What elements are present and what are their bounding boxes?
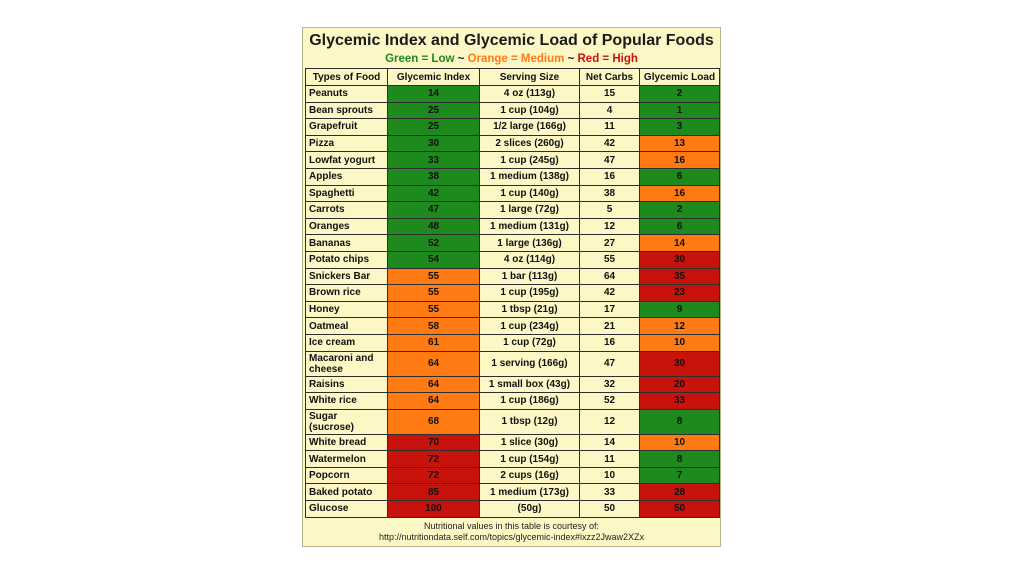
- serving-size-cell: (50g): [480, 501, 580, 518]
- table-row: [306, 102, 720, 119]
- serving-size-cell: 1 cup (186g): [480, 393, 580, 410]
- glycemic-index-cell: 72: [388, 467, 480, 484]
- net-carbs-cell: 27: [580, 235, 640, 252]
- glycemic-index-cell: 61: [388, 334, 480, 351]
- column-header-carbs: Net Carbs: [580, 69, 640, 86]
- food-name-cell: Raisins: [306, 376, 388, 393]
- net-carbs-cell: 17: [580, 301, 640, 318]
- table-row: [306, 318, 720, 335]
- food-name-cell: Carrots: [306, 202, 388, 219]
- glycemic-load-cell: 35: [640, 268, 720, 285]
- glycemic-load-cell: 50: [640, 501, 720, 518]
- serving-size-cell: 1 tbsp (21g): [480, 301, 580, 318]
- serving-size-cell: 1 bar (113g): [480, 268, 580, 285]
- food-name-cell: Spaghetti: [306, 185, 388, 202]
- food-name-cell: Snickers Bar: [306, 268, 388, 285]
- glycemic-load-cell: 3: [640, 119, 720, 136]
- glycemic-index-cell: 30: [388, 135, 480, 152]
- glycemic-load-cell: 30: [640, 351, 720, 376]
- food-name-cell: Baked potato: [306, 484, 388, 501]
- net-carbs-cell: 12: [580, 409, 640, 434]
- food-name-cell: Oatmeal: [306, 318, 388, 335]
- glycemic-load-cell: 16: [640, 152, 720, 169]
- net-carbs-cell: 11: [580, 451, 640, 468]
- glycemic-index-cell: 25: [388, 102, 480, 119]
- table-row: [306, 301, 720, 318]
- net-carbs-cell: 12: [580, 218, 640, 235]
- food-name-cell: Watermelon: [306, 451, 388, 468]
- glycemic-load-cell: 10: [640, 334, 720, 351]
- legend-high: Red = High: [577, 53, 638, 65]
- legend-separator: ~: [567, 53, 575, 65]
- table-row: [306, 135, 720, 152]
- net-carbs-cell: 33: [580, 484, 640, 501]
- serving-size-cell: 1/2 large (166g): [480, 119, 580, 136]
- net-carbs-cell: 42: [580, 135, 640, 152]
- serving-size-cell: 1 cup (104g): [480, 102, 580, 119]
- food-name-cell: Grapefruit: [306, 119, 388, 136]
- table-row: [306, 86, 720, 103]
- net-carbs-cell: 55: [580, 251, 640, 268]
- glycemic-load-cell: 23: [640, 285, 720, 302]
- table-row: [306, 376, 720, 393]
- food-name-cell: Macaroni and cheese: [306, 351, 388, 376]
- serving-size-cell: 1 cup (245g): [480, 152, 580, 169]
- serving-size-cell: 1 tbsp (12g): [480, 409, 580, 434]
- net-carbs-cell: 21: [580, 318, 640, 335]
- serving-size-cell: 2 cups (16g): [480, 467, 580, 484]
- food-name-cell: Bananas: [306, 235, 388, 252]
- food-name-cell: White rice: [306, 393, 388, 410]
- table-header-row: [306, 69, 720, 86]
- food-name-cell: Apples: [306, 168, 388, 185]
- table-row: [306, 185, 720, 202]
- glycemic-index-cell: 70: [388, 434, 480, 451]
- serving-size-cell: 1 cup (195g): [480, 285, 580, 302]
- glycemic-load-cell: 28: [640, 484, 720, 501]
- glycemic-index-cell: 72: [388, 451, 480, 468]
- glycemic-load-cell: 7: [640, 467, 720, 484]
- serving-size-cell: 1 small box (43g): [480, 376, 580, 393]
- net-carbs-cell: 16: [580, 168, 640, 185]
- serving-size-cell: 4 oz (114g): [480, 251, 580, 268]
- food-name-cell: Peanuts: [306, 86, 388, 103]
- glycemic-load-cell: 12: [640, 318, 720, 335]
- food-name-cell: Glucose: [306, 501, 388, 518]
- table-row: [306, 393, 720, 410]
- net-carbs-cell: 4: [580, 102, 640, 119]
- net-carbs-cell: 11: [580, 119, 640, 136]
- glycemic-load-cell: 6: [640, 218, 720, 235]
- glycemic-index-cell: 85: [388, 484, 480, 501]
- serving-size-cell: 1 cup (140g): [480, 185, 580, 202]
- footer-credit: Nutritional values in this table is courtesy of:: [423, 521, 600, 531]
- column-header-food: Types of Food: [306, 69, 388, 86]
- table-row: [306, 152, 720, 169]
- net-carbs-cell: 64: [580, 268, 640, 285]
- glycemic-load-cell: 14: [640, 235, 720, 252]
- net-carbs-cell: 50: [580, 501, 640, 518]
- glycemic-index-cell: 55: [388, 301, 480, 318]
- net-carbs-cell: 52: [580, 393, 640, 410]
- table-row: [306, 119, 720, 136]
- column-header-gl: Glycemic Load: [640, 69, 720, 86]
- serving-size-cell: 1 cup (154g): [480, 451, 580, 468]
- serving-size-cell: 1 medium (131g): [480, 218, 580, 235]
- glycemic-load-cell: 6: [640, 168, 720, 185]
- glycemic-index-cell: 64: [388, 393, 480, 410]
- food-name-cell: Lowfat yogurt: [306, 152, 388, 169]
- table-row: [306, 451, 720, 468]
- food-name-cell: White bread: [306, 434, 388, 451]
- serving-size-cell: 1 slice (30g): [480, 434, 580, 451]
- glycemic-load-cell: 10: [640, 434, 720, 451]
- glycemic-load-cell: 13: [640, 135, 720, 152]
- net-carbs-cell: 14: [580, 434, 640, 451]
- serving-size-cell: 4 oz (113g): [480, 86, 580, 103]
- table-row: [306, 334, 720, 351]
- glycemic-index-cell: 100: [388, 501, 480, 518]
- food-name-cell: Bean sprouts: [306, 102, 388, 119]
- serving-size-cell: 1 large (136g): [480, 235, 580, 252]
- food-name-cell: Sugar (sucrose): [306, 409, 388, 434]
- glycemic-index-cell: 47: [388, 202, 480, 219]
- net-carbs-cell: 10: [580, 467, 640, 484]
- table-row: [306, 501, 720, 518]
- table-row: [306, 434, 720, 451]
- net-carbs-cell: 42: [580, 285, 640, 302]
- net-carbs-cell: 38: [580, 185, 640, 202]
- glycemic-load-cell: 1: [640, 102, 720, 119]
- glycemic-index-cell: 55: [388, 285, 480, 302]
- net-carbs-cell: 5: [580, 202, 640, 219]
- glycemic-table-card: [302, 27, 721, 547]
- serving-size-cell: 1 medium (173g): [480, 484, 580, 501]
- glycemic-index-cell: 33: [388, 152, 480, 169]
- serving-size-cell: 1 cup (234g): [480, 318, 580, 335]
- glycemic-index-cell: 52: [388, 235, 480, 252]
- glycemic-index-cell: 55: [388, 268, 480, 285]
- net-carbs-cell: 15: [580, 86, 640, 103]
- column-header-serving: Serving Size: [480, 69, 580, 86]
- net-carbs-cell: 32: [580, 376, 640, 393]
- serving-size-cell: 2 slices (260g): [480, 135, 580, 152]
- table-row: [306, 467, 720, 484]
- table-body: [306, 86, 720, 518]
- table-row: [306, 409, 720, 434]
- footer-url: http://nutritiondata.self.com/topics/glycemic-index#ixzz2Jwaw2XZx: [378, 532, 645, 542]
- glycemic-index-cell: 68: [388, 409, 480, 434]
- net-carbs-cell: 47: [580, 152, 640, 169]
- net-carbs-cell: 47: [580, 351, 640, 376]
- legend-medium: Orange = Medium: [467, 53, 565, 65]
- table-row: [306, 251, 720, 268]
- serving-size-cell: 1 cup (72g): [480, 334, 580, 351]
- glycemic-table: [305, 68, 720, 518]
- glycemic-index-cell: 38: [388, 168, 480, 185]
- glycemic-index-cell: 54: [388, 251, 480, 268]
- glycemic-index-cell: 14: [388, 86, 480, 103]
- glycemic-index-cell: 64: [388, 376, 480, 393]
- serving-size-cell: 1 medium (138g): [480, 168, 580, 185]
- serving-size-cell: 1 large (72g): [480, 202, 580, 219]
- table-row: [306, 268, 720, 285]
- table-row: [306, 218, 720, 235]
- glycemic-load-cell: 20: [640, 376, 720, 393]
- serving-size-cell: 1 serving (166g): [480, 351, 580, 376]
- net-carbs-cell: 16: [580, 334, 640, 351]
- glycemic-load-cell: 2: [640, 202, 720, 219]
- glycemic-index-cell: 64: [388, 351, 480, 376]
- glycemic-index-cell: 48: [388, 218, 480, 235]
- glycemic-load-cell: 33: [640, 393, 720, 410]
- glycemic-index-cell: 58: [388, 318, 480, 335]
- glycemic-load-cell: 8: [640, 409, 720, 434]
- glycemic-load-cell: 9: [640, 301, 720, 318]
- legend-low: Green = Low: [385, 53, 455, 65]
- food-name-cell: Popcorn: [306, 467, 388, 484]
- food-name-cell: Ice cream: [306, 334, 388, 351]
- table-row: [306, 285, 720, 302]
- legend-separator: ~: [457, 53, 465, 65]
- table-row: [306, 202, 720, 219]
- food-name-cell: Potato chips: [306, 251, 388, 268]
- food-name-cell: Brown rice: [306, 285, 388, 302]
- color-legend: [303, 52, 720, 66]
- column-header-gi: Glycemic Index: [388, 69, 480, 86]
- glycemic-load-cell: 8: [640, 451, 720, 468]
- glycemic-index-cell: 25: [388, 119, 480, 136]
- table-row: [306, 168, 720, 185]
- table-title: Glycemic Index and Glycemic Load of Popular Foods: [309, 32, 714, 49]
- source-footer: [303, 521, 720, 543]
- food-name-cell: Honey: [306, 301, 388, 318]
- food-name-cell: Oranges: [306, 218, 388, 235]
- table-row: [306, 484, 720, 501]
- table-row: [306, 235, 720, 252]
- table-row: [306, 351, 720, 376]
- glycemic-index-cell: 42: [388, 185, 480, 202]
- glycemic-load-cell: 2: [640, 86, 720, 103]
- glycemic-load-cell: 30: [640, 251, 720, 268]
- glycemic-load-cell: 16: [640, 185, 720, 202]
- food-name-cell: Pizza: [306, 135, 388, 152]
